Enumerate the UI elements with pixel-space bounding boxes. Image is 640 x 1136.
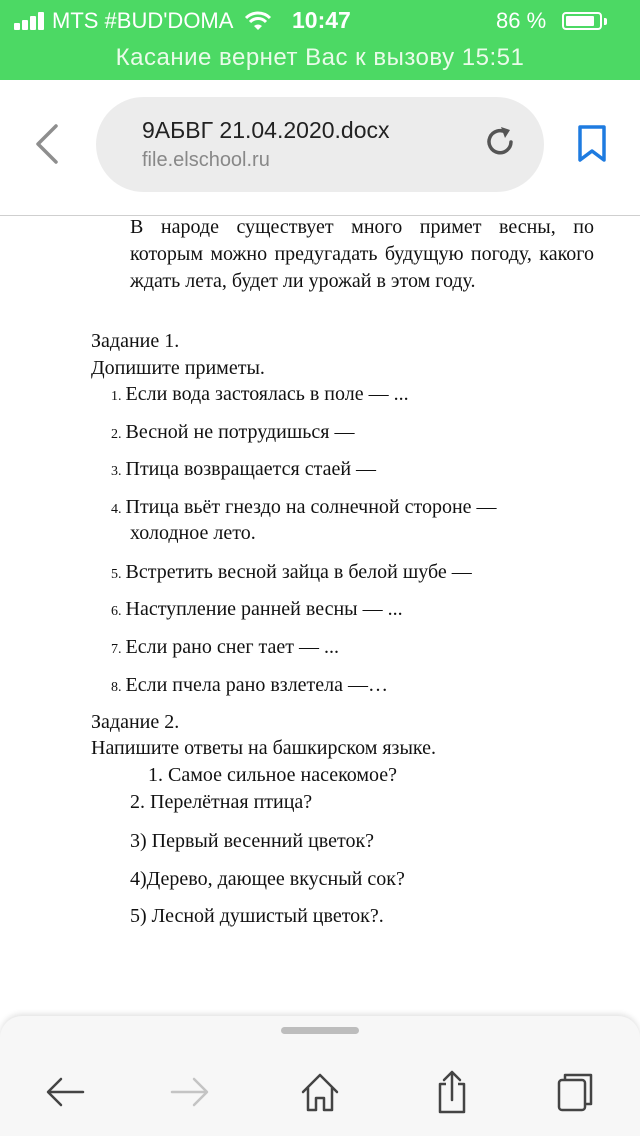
browser-navbar — [0, 80, 640, 216]
question-item: 4)Дерево, дающее вкусный сок? — [130, 868, 405, 890]
item-number: 5. — [111, 567, 122, 582]
address-bar[interactable] — [96, 97, 544, 192]
bookmark-icon[interactable] — [576, 124, 608, 164]
list-item — [111, 381, 409, 410]
list-item — [111, 419, 354, 448]
list-item — [111, 559, 472, 588]
item-number: 6. — [111, 604, 122, 619]
task1-instruction: Допишите приметы. — [91, 357, 265, 379]
page-title: 9АБВГ 21.04.2020.docx — [142, 117, 390, 143]
list-item-continuation: холодное лето. — [130, 522, 256, 544]
item-text: Если рано снег тает — ... — [125, 636, 339, 658]
reload-icon[interactable] — [482, 124, 518, 160]
clock: 10:47 — [292, 7, 351, 33]
question-item: 2. Перелётная птица? — [130, 791, 313, 813]
carrier-name: MTS #BUD'DOMA — [52, 8, 234, 33]
item-text: Птица вьёт гнездо на солнечной стороне — — [125, 496, 497, 518]
item-number: 7. — [111, 642, 122, 657]
battery-tip — [604, 18, 607, 25]
signal-icon — [14, 12, 54, 30]
bottom-toolbar — [0, 1016, 640, 1136]
item-text: Встретить весной зайца в белой шубе — — [125, 561, 472, 583]
task2-instruction: Напишите ответы на башкирском языке. — [91, 737, 436, 759]
page-host: file.elschool.ru — [142, 149, 270, 171]
question-item: 5) Лесной душистый цветок?. — [130, 905, 384, 927]
item-text: Если пчела рано взлетела —… — [125, 674, 389, 696]
drag-handle[interactable] — [281, 1027, 359, 1034]
wifi-icon — [243, 10, 273, 32]
question-item: 3) Первый весенний цветок? — [130, 830, 375, 852]
item-number: 1. — [111, 389, 122, 404]
item-number: 4. — [111, 502, 122, 517]
intro-paragraph: В народе существует много примет весны, по которым можно предугадать будущую погоду, какого ждать лета, будет ли урожай в этом году. — [130, 216, 594, 292]
tabs-icon[interactable] — [553, 1070, 597, 1114]
list-item — [111, 634, 339, 663]
back-arrow-icon[interactable] — [43, 1070, 87, 1114]
list-item — [111, 494, 497, 523]
share-icon[interactable] — [430, 1070, 474, 1114]
item-text: Птица возвращается стаей — — [125, 458, 377, 480]
home-icon[interactable] — [298, 1070, 342, 1114]
list-item — [111, 456, 376, 485]
forward-arrow-icon[interactable] — [168, 1070, 212, 1114]
item-text: Весной не потрудишься — — [125, 421, 355, 443]
status-bar — [0, 0, 640, 80]
item-number: 2. — [111, 427, 122, 442]
item-number: 8. — [111, 680, 122, 695]
return-to-call-banner[interactable]: Касание вернет Вас к вызову 15:51 — [115, 44, 525, 71]
list-item — [111, 672, 388, 701]
item-text: Если вода застоялась в поле — ... — [125, 383, 409, 405]
battery-icon — [562, 12, 602, 30]
list-item — [111, 596, 403, 625]
chevron-left-icon[interactable] — [30, 122, 64, 166]
battery-percent: 86 % — [496, 8, 547, 33]
item-number: 3. — [111, 464, 122, 479]
task2-heading: Задание 2. — [91, 711, 180, 733]
question-item: 1. Самое сильное насекомое? — [148, 764, 398, 786]
document-content — [0, 216, 640, 1016]
task1-heading: Задание 1. — [91, 330, 180, 352]
item-text: Наступление ранней весны — ... — [125, 598, 403, 620]
